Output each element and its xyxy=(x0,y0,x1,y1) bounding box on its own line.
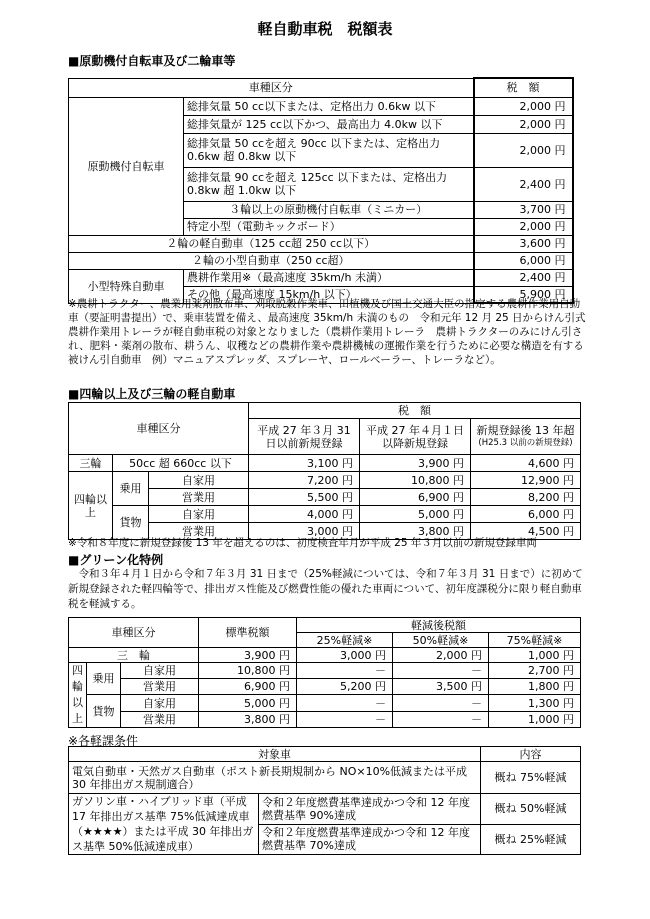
tax-cell: 3,800 円 xyxy=(199,712,297,728)
tax-cell: 3,500 円 xyxy=(393,679,489,695)
tax-cell: 3,800 円 xyxy=(360,523,471,540)
passenger-label: 乗用 xyxy=(113,472,149,506)
section3-paragraph: 令和３年４月１日から令和７年３月 31 日まで（25%軽減については、令和７年３月 31 日まで）に初めて新規登録された軽四輪等で、排出ガス性能及び燃費性能の優れた車両について、初年度課税分に限り軽自動車税を軽減する。 xyxy=(68,568,583,610)
row-tax: 3,600 円 xyxy=(474,235,573,252)
row-tax: 2,000 円 xyxy=(474,97,573,115)
content-25: 概ね 25%軽減 xyxy=(481,824,581,855)
row-tax: 3,700 円 xyxy=(474,201,573,218)
three-wheel-label: 三輪 xyxy=(69,455,113,472)
row-label: 総排気量 50 ccを超え 90cc 以下または、定格出力 0.6kw 超 0.8kw 以下 xyxy=(184,133,474,167)
row-label: ２輪の軽自動車（125 cc超 250 cc以下） xyxy=(69,235,474,252)
section3-heading: ■グリーン化特例 xyxy=(68,553,164,567)
condition-gasoline: ガソリン車・ハイブリッド車（平成 17 年排出ガス基準 75%低減達成車（★★★★）または平成 30 年排出ガス基準 50%低減達成車） xyxy=(69,794,259,855)
col-header-content: 内容 xyxy=(481,747,581,762)
condition-fuel-90: 令和２年度燃費基準達成かつ令和 12 年度燃費基準 90%達成 xyxy=(259,794,481,825)
tax-cell: 3,000 円 xyxy=(249,523,360,540)
three-wheel-spec: 50cc 超 660cc 以下 xyxy=(113,455,249,472)
col-header-standard: 標準税額 xyxy=(199,618,297,648)
col-header-before: 平成 27 年３月 31 日以前新規登録 xyxy=(249,419,360,455)
tax-cell: － xyxy=(297,663,393,679)
tax-cell: 1,800 円 xyxy=(489,679,581,695)
tax-cell: 5,000 円 xyxy=(199,695,297,712)
tax-cell: 5,500 円 xyxy=(249,489,360,506)
section4-heading: ※各軽課条件 xyxy=(68,734,139,748)
three-wheel-label: 三 輪 xyxy=(69,648,199,663)
row-label: ２輪の小型自動車（250 cc超） xyxy=(69,252,474,269)
tax-cell: 10,800 円 xyxy=(360,472,471,489)
row-label: 特定小型（電動キックボード） xyxy=(184,218,474,235)
row-tax: 2,000 円 xyxy=(474,218,573,235)
cargo-label: 貨物 xyxy=(87,695,121,728)
business-label: 営業用 xyxy=(149,489,249,506)
condition-ev: 電気自動車・天然ガス自動車（ポスト新長期規制から NO×10%低減または平成 30 年排出ガス規制適合） xyxy=(69,762,481,794)
row-tax: 2,400 円 xyxy=(474,269,573,286)
table-motorcycles xyxy=(68,77,574,304)
tax-cell: 4,500 円 xyxy=(471,523,581,540)
row-label: 総排気量 90 ccを超え 125cc 以下または、定格出力 0.8kw 超 1.0kw 以下 xyxy=(184,167,474,201)
tax-cell: 8,200 円 xyxy=(471,489,581,506)
section2-note: ※令和８年度に新規登録後 13 年を超えるのは、初度検査年月が平成 25 年３月以前の新規登録車両 xyxy=(68,537,537,549)
tax-cell: 12,900 円 xyxy=(471,472,581,489)
private-label: 自家用 xyxy=(121,663,199,679)
row-label: その他（最高速度 15km/h 以下） xyxy=(184,286,474,303)
tax-cell: 6,000 円 xyxy=(471,506,581,523)
tax-cell: － xyxy=(393,663,489,679)
col-header-type: 車種区分 xyxy=(69,403,249,455)
tax-cell: － xyxy=(297,712,393,728)
tax-cell: 6,900 円 xyxy=(199,679,297,695)
tax-cell: 5,000 円 xyxy=(360,506,471,523)
group-special: 小型特殊自動車 xyxy=(69,269,184,303)
col-header-target: 対象車 xyxy=(69,747,481,762)
row-label: ３輪以上の原動機付自転車（ミニカー） xyxy=(184,201,474,218)
col-header-type: 車種区分 xyxy=(69,78,474,97)
row-tax: 6,000 円 xyxy=(474,252,573,269)
tax-cell: 7,200 円 xyxy=(249,472,360,489)
business-label: 営業用 xyxy=(121,712,199,728)
col-header-50: 50%軽減※ xyxy=(393,633,489,648)
table-conditions xyxy=(68,746,581,855)
business-label: 営業用 xyxy=(121,679,199,695)
tax-cell: － xyxy=(393,695,489,712)
col-header-25: 25%軽減※ xyxy=(297,633,393,648)
tax-cell: 1,300 円 xyxy=(489,695,581,712)
tax-cell: 1,000 円 xyxy=(489,712,581,728)
tax-cell: － xyxy=(297,695,393,712)
tax-cell: － xyxy=(393,712,489,728)
tax-cell: 2,000 円 xyxy=(393,648,489,663)
table-kei-cars xyxy=(68,402,581,540)
passenger-label: 乗用 xyxy=(87,663,121,695)
tax-cell: 3,900 円 xyxy=(360,455,471,472)
row-tax: 2,400 円 xyxy=(474,167,573,201)
private-label: 自家用 xyxy=(149,472,249,489)
col-header-13years-label: 新規登録後 13 年超 xyxy=(476,423,575,437)
content-50: 概ね 50%軽減 xyxy=(481,794,581,825)
tax-cell: 4,600 円 xyxy=(471,455,581,472)
table-green xyxy=(68,617,581,728)
row-tax: 2,000 円 xyxy=(474,115,573,133)
page-title: 軽自動車税 税額表 xyxy=(257,20,393,38)
tax-cell: 3,100 円 xyxy=(249,455,360,472)
section1-heading: ■原動機付自転車及び二輪車等 xyxy=(68,54,236,68)
row-label: 総排気量 50 cc以下または、定格出力 0.6kw 以下 xyxy=(184,97,474,115)
col-header-13years-sub: (H25.3 以前の新規登録) xyxy=(478,437,573,448)
cargo-label: 貨物 xyxy=(113,506,149,540)
col-header-tax: 税 額 xyxy=(249,403,581,419)
tax-cell: 3,000 円 xyxy=(297,648,393,663)
four-wheel-label: 四輪以上 xyxy=(69,472,113,540)
section2-heading: ■四輪以上及び三輪の軽自動車 xyxy=(68,387,236,401)
row-label: 農耕作業用※（最高速度 35km/h 未満） xyxy=(184,269,474,286)
col-header-type: 車種区分 xyxy=(69,618,199,648)
col-header-after: 平成 27 年４月１日以降新規登録 xyxy=(360,419,471,455)
content-75: 概ね 75%軽減 xyxy=(481,762,581,794)
tax-cell: 4,000 円 xyxy=(249,506,360,523)
tax-cell: 5,200 円 xyxy=(297,679,393,695)
row-tax: 5,900 円 xyxy=(474,286,573,303)
tax-cell: 1,000 円 xyxy=(489,648,581,663)
condition-fuel-70: 令和２年度燃費基準達成かつ令和 12 年度燃費基準 70%達成 xyxy=(259,824,481,855)
group-moped: 原動機付自転車 xyxy=(69,97,184,235)
private-label: 自家用 xyxy=(149,506,249,523)
row-label: 総排気量が 125 cc以下かつ、最高出力 4.0kw 以下 xyxy=(184,115,474,133)
col-header-75: 75%軽減※ xyxy=(489,633,581,648)
private-label: 自家用 xyxy=(121,695,199,712)
col-header-tax: 税 額 xyxy=(474,78,573,97)
col-header-13years xyxy=(471,419,581,455)
four-wheel-label: 四輪以上 xyxy=(69,663,87,728)
col-header-reduced: 軽減後税額 xyxy=(297,618,581,633)
tax-cell: 2,700 円 xyxy=(489,663,581,679)
tax-cell: 6,900 円 xyxy=(360,489,471,506)
tax-cell: 10,800 円 xyxy=(199,663,297,679)
row-tax: 2,000 円 xyxy=(474,133,573,167)
section1-note: ※農耕トラクター、農業用薬剤散布車、刈取脱穀作業車、田植機及び国土交通大臣の指定する農耕作業用自動車（要証明書提出）で、乗車装置を備え、最高速度 35km/h 未満のもの 令和元年 12 月 25 日からけん引式農耕作業用トレーラが軽自動車税の対象となりました（農耕作業用トレーラ 農耕トラクターのみにけん引され、肥料・薬剤の散布、耕うん、収穫などの農耕作業や農耕機械の運搬作業を行うために必要な構造を有する被けん引自動車 例）マニュアスプレッダ、スプレーヤ、ロールベーラー、トレーラなど）。 xyxy=(68,298,586,366)
business-label: 営業用 xyxy=(149,523,249,540)
tax-cell: 3,900 円 xyxy=(199,648,297,663)
